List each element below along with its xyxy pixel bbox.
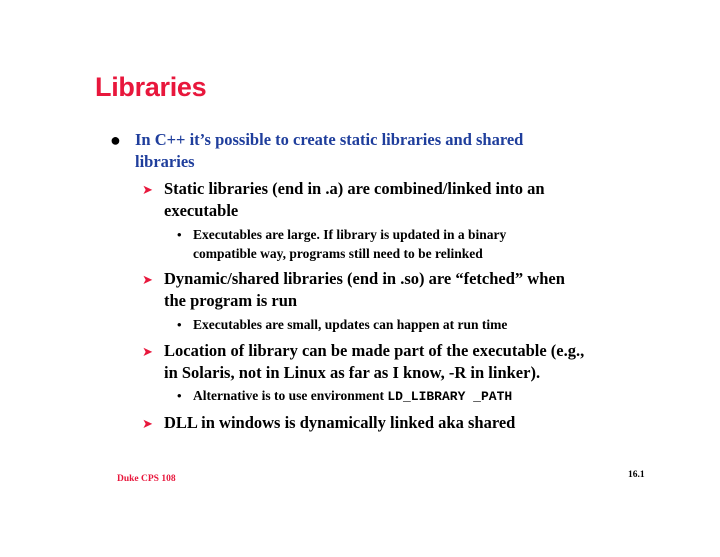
sub-bullet-icon: • bbox=[177, 388, 182, 403]
location-sub-line bbox=[193, 388, 512, 404]
arrow-bullet-icon: ➤ bbox=[142, 182, 153, 197]
static-sub-line-1: Executables are large. If library is updated in a binary bbox=[193, 227, 507, 242]
arrow-bullet-icon: ➤ bbox=[142, 344, 153, 359]
slide-title: Libraries bbox=[95, 72, 207, 102]
dynamic-sub-line-1: Executables are small, updates can happen at run time bbox=[193, 317, 508, 332]
dll-line-1: DLL in windows is dynamically linked aka shared bbox=[164, 413, 516, 432]
footer-course-label: Duke CPS 108 bbox=[117, 474, 176, 484]
static-libraries-line-1: Static libraries (end in .a) are combined/linked into an bbox=[164, 179, 545, 198]
location-sub-text: Alternative is to use environment bbox=[193, 388, 388, 403]
dynamic-libraries-line-2: the program is run bbox=[164, 291, 298, 310]
location-line-1: Location of library can be made part of the executable (e.g., bbox=[164, 341, 585, 360]
footer-slide-number: 16.1 bbox=[628, 470, 645, 480]
sub-bullet-icon: • bbox=[177, 317, 182, 332]
static-libraries-line-2: executable bbox=[164, 201, 239, 220]
main-bullet-line-1: In C++ it’s possible to create static libraries and shared bbox=[135, 130, 524, 149]
bullet-dot-icon: ● bbox=[110, 130, 121, 150]
dynamic-libraries-line-1: Dynamic/shared libraries (end in .so) are “fetched” when bbox=[164, 269, 565, 288]
arrow-bullet-icon: ➤ bbox=[142, 416, 153, 431]
sub-bullet-icon: • bbox=[177, 227, 182, 242]
static-sub-line-2: compatible way, programs still need to be relinked bbox=[193, 246, 483, 261]
env-variable-code: LD_LIBRARY _PATH bbox=[387, 389, 513, 404]
main-bullet-line-2: libraries bbox=[135, 152, 195, 171]
arrow-bullet-icon: ➤ bbox=[142, 272, 153, 287]
location-line-2: in Solaris, not in Linux as far as I know, -R in linker). bbox=[164, 363, 541, 382]
